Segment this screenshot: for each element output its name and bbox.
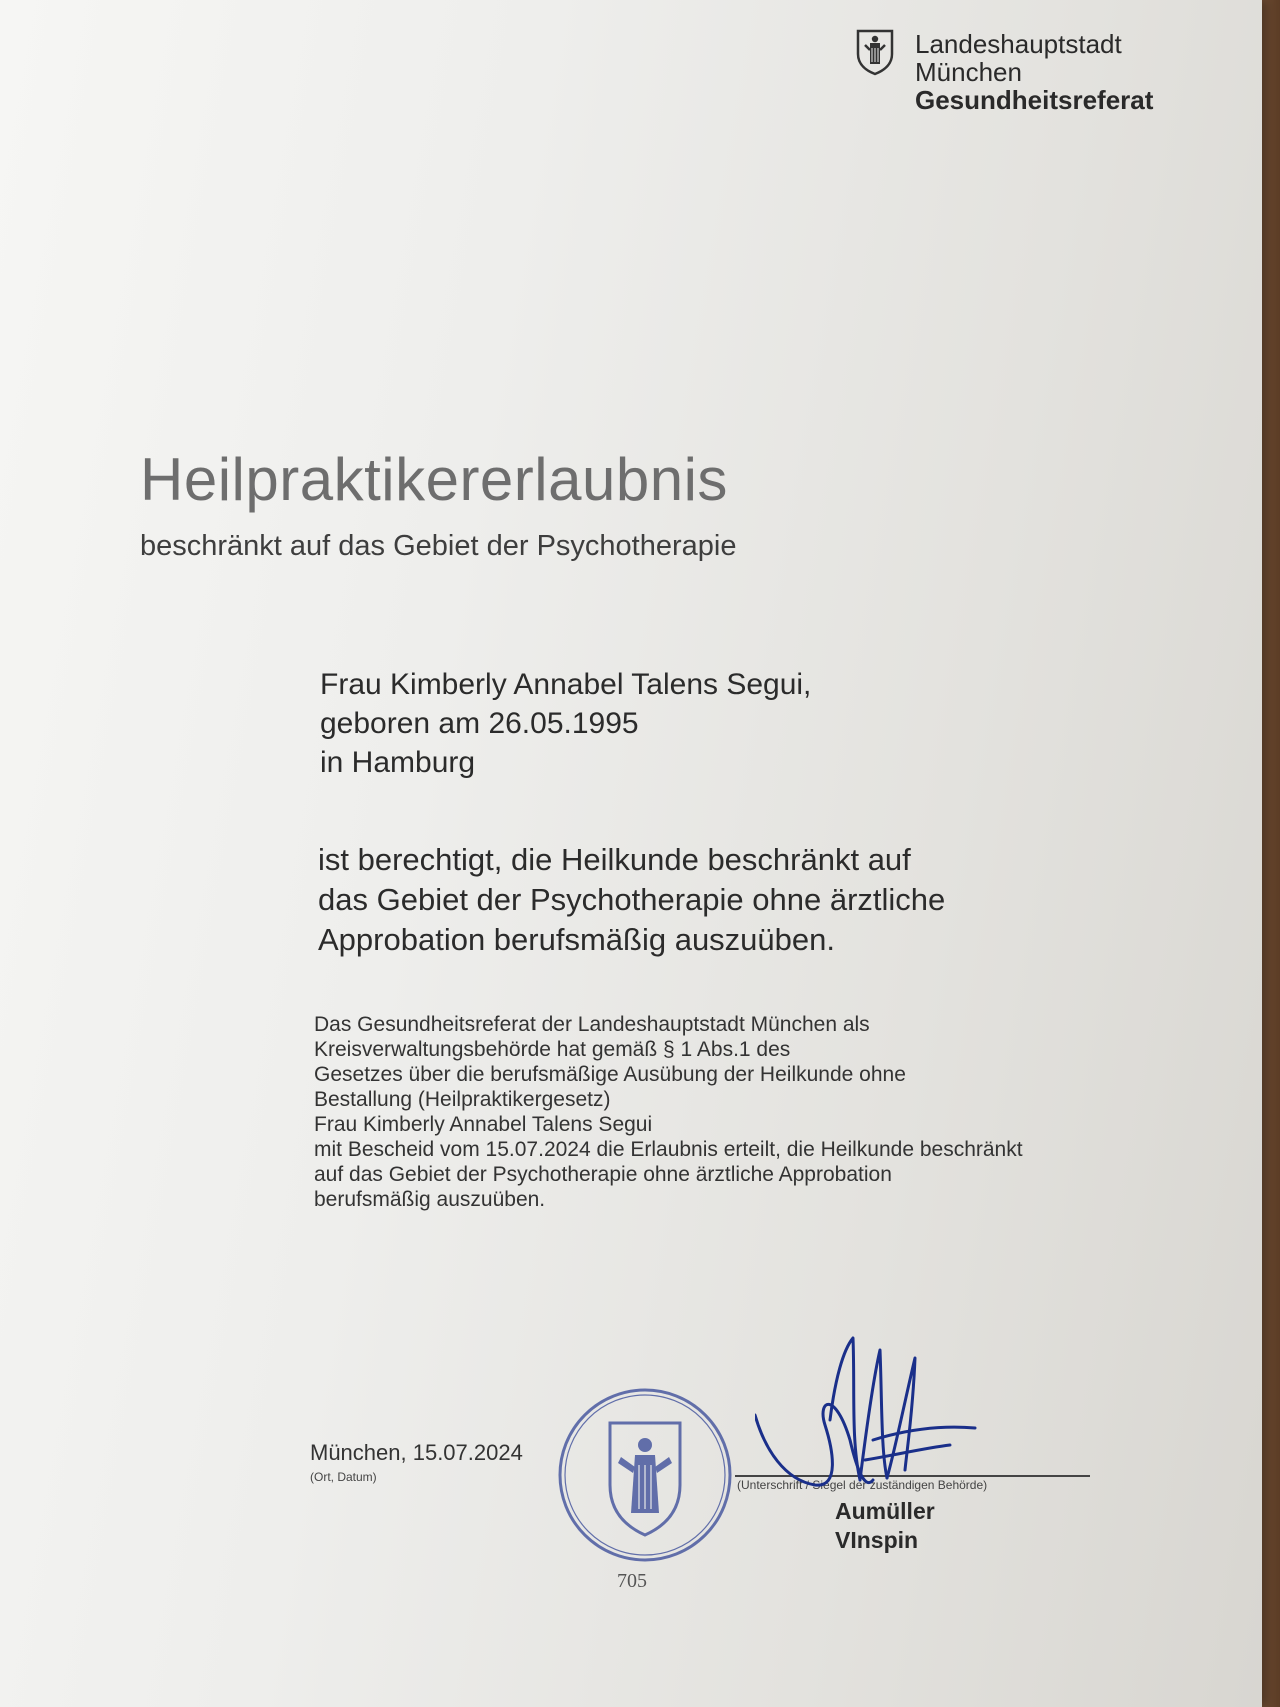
authority-city-line2: München bbox=[915, 57, 1022, 87]
document-subtitle: beschränkt auf das Gebiet der Psychotherapie bbox=[140, 530, 737, 562]
signature-caption: (Unterschrift / Siegel der zuständigen Behörde) bbox=[737, 1478, 988, 1492]
legal-line: auf das Gebiet der Psychotherapie ohne ärztliche Approbation bbox=[314, 1163, 892, 1186]
legal-line: Frau Kimberly Annabel Talens Segui bbox=[314, 1113, 653, 1136]
statement-line: Approbation berufsmäßig auszuüben. bbox=[318, 922, 835, 957]
legal-line: mit Bescheid vom 15.07.2024 die Erlaubnis erteilt, die Heilkunde beschränkt bbox=[314, 1138, 1023, 1161]
signer-name: Aumüller bbox=[835, 1498, 935, 1524]
signer-block bbox=[835, 1497, 935, 1555]
legal-line: Bestallung (Heilpraktikergesetz) bbox=[314, 1088, 611, 1111]
statement-line: das Gebiet der Psychotherapie ohne ärztliche bbox=[318, 882, 946, 917]
person-birthdate: geboren am 26.05.1995 bbox=[320, 707, 639, 740]
munich-crest-icon bbox=[855, 28, 895, 76]
issuing-authority bbox=[915, 30, 1153, 114]
place-date-caption: (Ort, Datum) bbox=[310, 1470, 377, 1484]
authority-department: Gesundheitsreferat bbox=[915, 85, 1154, 115]
statement-line: ist berechtigt, die Heilkunde beschränkt auf bbox=[318, 842, 911, 877]
legal-text bbox=[314, 1012, 1023, 1212]
document-title: Heilpraktikererlaubnis bbox=[140, 446, 728, 513]
legal-line: Gesetzes über die berufsmäßige Ausübung der Heilkunde ohne bbox=[314, 1063, 906, 1086]
signer-role: VInspin bbox=[835, 1527, 919, 1553]
authorization-statement bbox=[318, 840, 945, 960]
seal-number: 705 bbox=[617, 1570, 647, 1592]
official-seal-stamp bbox=[555, 1385, 735, 1565]
legal-line: berufsmäßig auszuüben. bbox=[314, 1188, 546, 1211]
legal-line: Das Gesundheitsreferat der Landeshauptstadt München als bbox=[314, 1013, 870, 1036]
person-block bbox=[320, 665, 811, 782]
person-name: Frau Kimberly Annabel Talens Segui, bbox=[320, 668, 812, 701]
authority-city-line1: Landeshauptstadt bbox=[915, 29, 1122, 59]
legal-line: Kreisverwaltungsbehörde hat gemäß § 1 Abs.1 des bbox=[314, 1038, 791, 1061]
person-birthplace: in Hamburg bbox=[320, 746, 476, 779]
handwritten-signature bbox=[755, 1330, 990, 1520]
place-date: München, 15.07.2024 bbox=[310, 1440, 523, 1465]
